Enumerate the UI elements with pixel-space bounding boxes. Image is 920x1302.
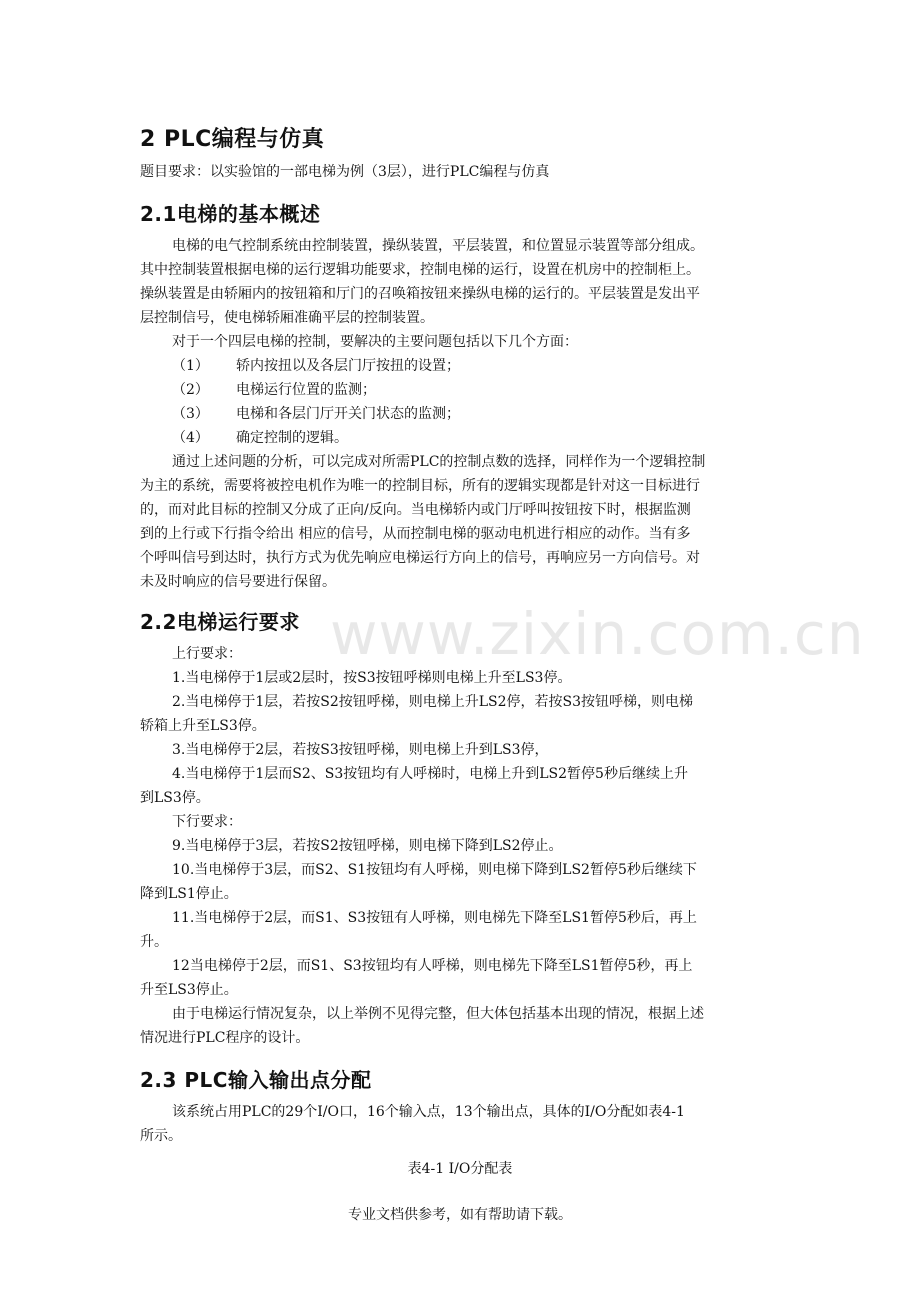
requirement-line: 降到LS1停止。 [140, 886, 238, 902]
requirement-line: 2.当电梯停于1层，若按S2按钮呼梯，则电梯上升LS2停，若按S3按钮呼梯，则电梯 [172, 694, 694, 710]
text-line: 该系统占用PLC的29个I/O口，16个输入点，13个输出点，具体的I/O分配如表4-1 [172, 1104, 685, 1120]
text-line: 未及时响应的信号要进行保留。 [140, 574, 336, 590]
requirement-line: 9.当电梯停于3层，若按S2按钮呼梯，则电梯下降到LS2停止。 [172, 838, 563, 854]
list-number: （2） [172, 382, 209, 398]
list-item [140, 378, 785, 402]
requirement-line: 1.当电梯停于1层或2层时，按S3按钮呼梯则电梯上升至LS3停。 [172, 670, 572, 686]
list-item [140, 354, 785, 378]
list-text: 确定控制的逻辑。 [236, 430, 348, 446]
section-2-2-title: 2.2电梯运行要求 [140, 610, 300, 634]
question-list [140, 354, 785, 450]
text-line: 操纵装置是由轿厢内的按钮箱和厅门的召唤箱按钮来操纵电梯的运行的。平层装置是发出平 [140, 286, 700, 302]
requirement-line: 11.当电梯停于2层，而S1、S3按钮有人呼梯，则电梯先下降至LS1暂停5秒后，再上 [172, 910, 697, 926]
section-2-1-paragraph-3 [140, 450, 785, 594]
list-item [140, 402, 785, 426]
requirement-line: 12当电梯停于2层，而S1、S3按钮均有人呼梯，则电梯先下降至LS1暂停5秒，再上 [172, 958, 693, 974]
list-number: （1） [172, 358, 209, 374]
task-requirement: 题目要求：以实验馆的一部电梯为例（3层），进行PLC编程与仿真 [140, 164, 550, 180]
up-requirements-label: 上行要求： [172, 646, 242, 662]
section-2-2-up-requirements [140, 642, 785, 810]
requirement-line: 10.当电梯停于3层，而S2、S1按钮均有人呼梯，则电梯下降到LS2暂停5秒后继续下 [172, 862, 697, 878]
section-2-3-paragraph [140, 1100, 785, 1148]
list-item [140, 426, 785, 450]
requirement-line: 到LS3停。 [140, 790, 210, 806]
table-caption: 表4-1 I/O分配表 [407, 1161, 513, 1177]
list-number: （3） [172, 406, 209, 422]
page-footer: 专业文档供参考，如有帮助请下载。 [348, 1207, 572, 1223]
requirement-line: 升至LS3停止。 [140, 982, 238, 998]
text-line: 电梯的电气控制系统由控制装置，操纵装置，平层装置，和位置显示装置等部分组成。 [172, 238, 704, 254]
section-2-3-title: 2.3 PLC输入输出点分配 [140, 1068, 372, 1092]
list-text: 电梯和各层门厅开关门状态的监测； [236, 406, 460, 422]
requirement-line: 升。 [140, 934, 168, 950]
section-2-1-title: 2.1电梯的基本概述 [140, 202, 321, 226]
section-2-1-paragraph-2 [140, 330, 785, 354]
text-line: 其中控制装置根据电梯的运行逻辑功能要求，控制电梯的运行，设置在机房中的控制柜上。 [140, 262, 700, 278]
main-heading: 2 PLC编程与仿真 [140, 127, 325, 152]
summary-line: 情况进行PLC程序的设计。 [140, 1030, 310, 1046]
list-text: 轿内按扭以及各层门厅按扭的设置； [236, 358, 460, 374]
text-line: 个呼叫信号到达时，执行方式为优先响应电梯运行方向上的信号，再响应另一方向信号。对 [140, 550, 700, 566]
requirement-line: 3.当电梯停于2层，若按S3按钮呼梯，则电梯上升到LS3停， [172, 742, 549, 758]
text-line: 为主的系统，需要将被控电机作为唯一的控制目标，所有的逻辑实现都是针对这一目标进行 [140, 478, 700, 494]
text-line: 通过上述问题的分析，可以完成对所需PLC的控制点数的选择，同样作为一个逻辑控制 [172, 454, 706, 470]
summary-line: 由于电梯运行情况复杂，以上举例不见得完整，但大体包括基本出现的情况，根据上述 [172, 1006, 704, 1022]
text-line: 的，而对此目标的控制又分成了正向/反向。当电梯轿内或门厅呼叫按钮按下时，根据监测 [140, 502, 691, 518]
text-line: 所示。 [140, 1128, 182, 1144]
down-requirements-label: 下行要求： [172, 814, 242, 830]
list-number: （4） [172, 430, 209, 446]
section-2-1-paragraph-1 [140, 234, 785, 330]
text-line: 到的上行或下行指令给出 相应的信号，从而控制电梯的驱动电机进行相应的动作。当有多 [140, 526, 691, 542]
list-text: 电梯运行位置的监测； [236, 382, 376, 398]
requirement-line: 4.当电梯停于1层而S2、S3按钮均有人呼梯时，电梯上升到LS2暂停5秒后继续上升 [172, 766, 688, 782]
watermark: www.zixin.com.cn [330, 600, 865, 668]
requirement-line: 轿箱上升至LS3停。 [140, 718, 266, 734]
text-line: 层控制信号，使电梯轿厢准确平层的控制装置。 [140, 310, 434, 326]
text-line: 对于一个四层电梯的控制，要解决的主要问题包括以下几个方面： [172, 334, 578, 350]
section-2-2-down-requirements [140, 810, 785, 1050]
